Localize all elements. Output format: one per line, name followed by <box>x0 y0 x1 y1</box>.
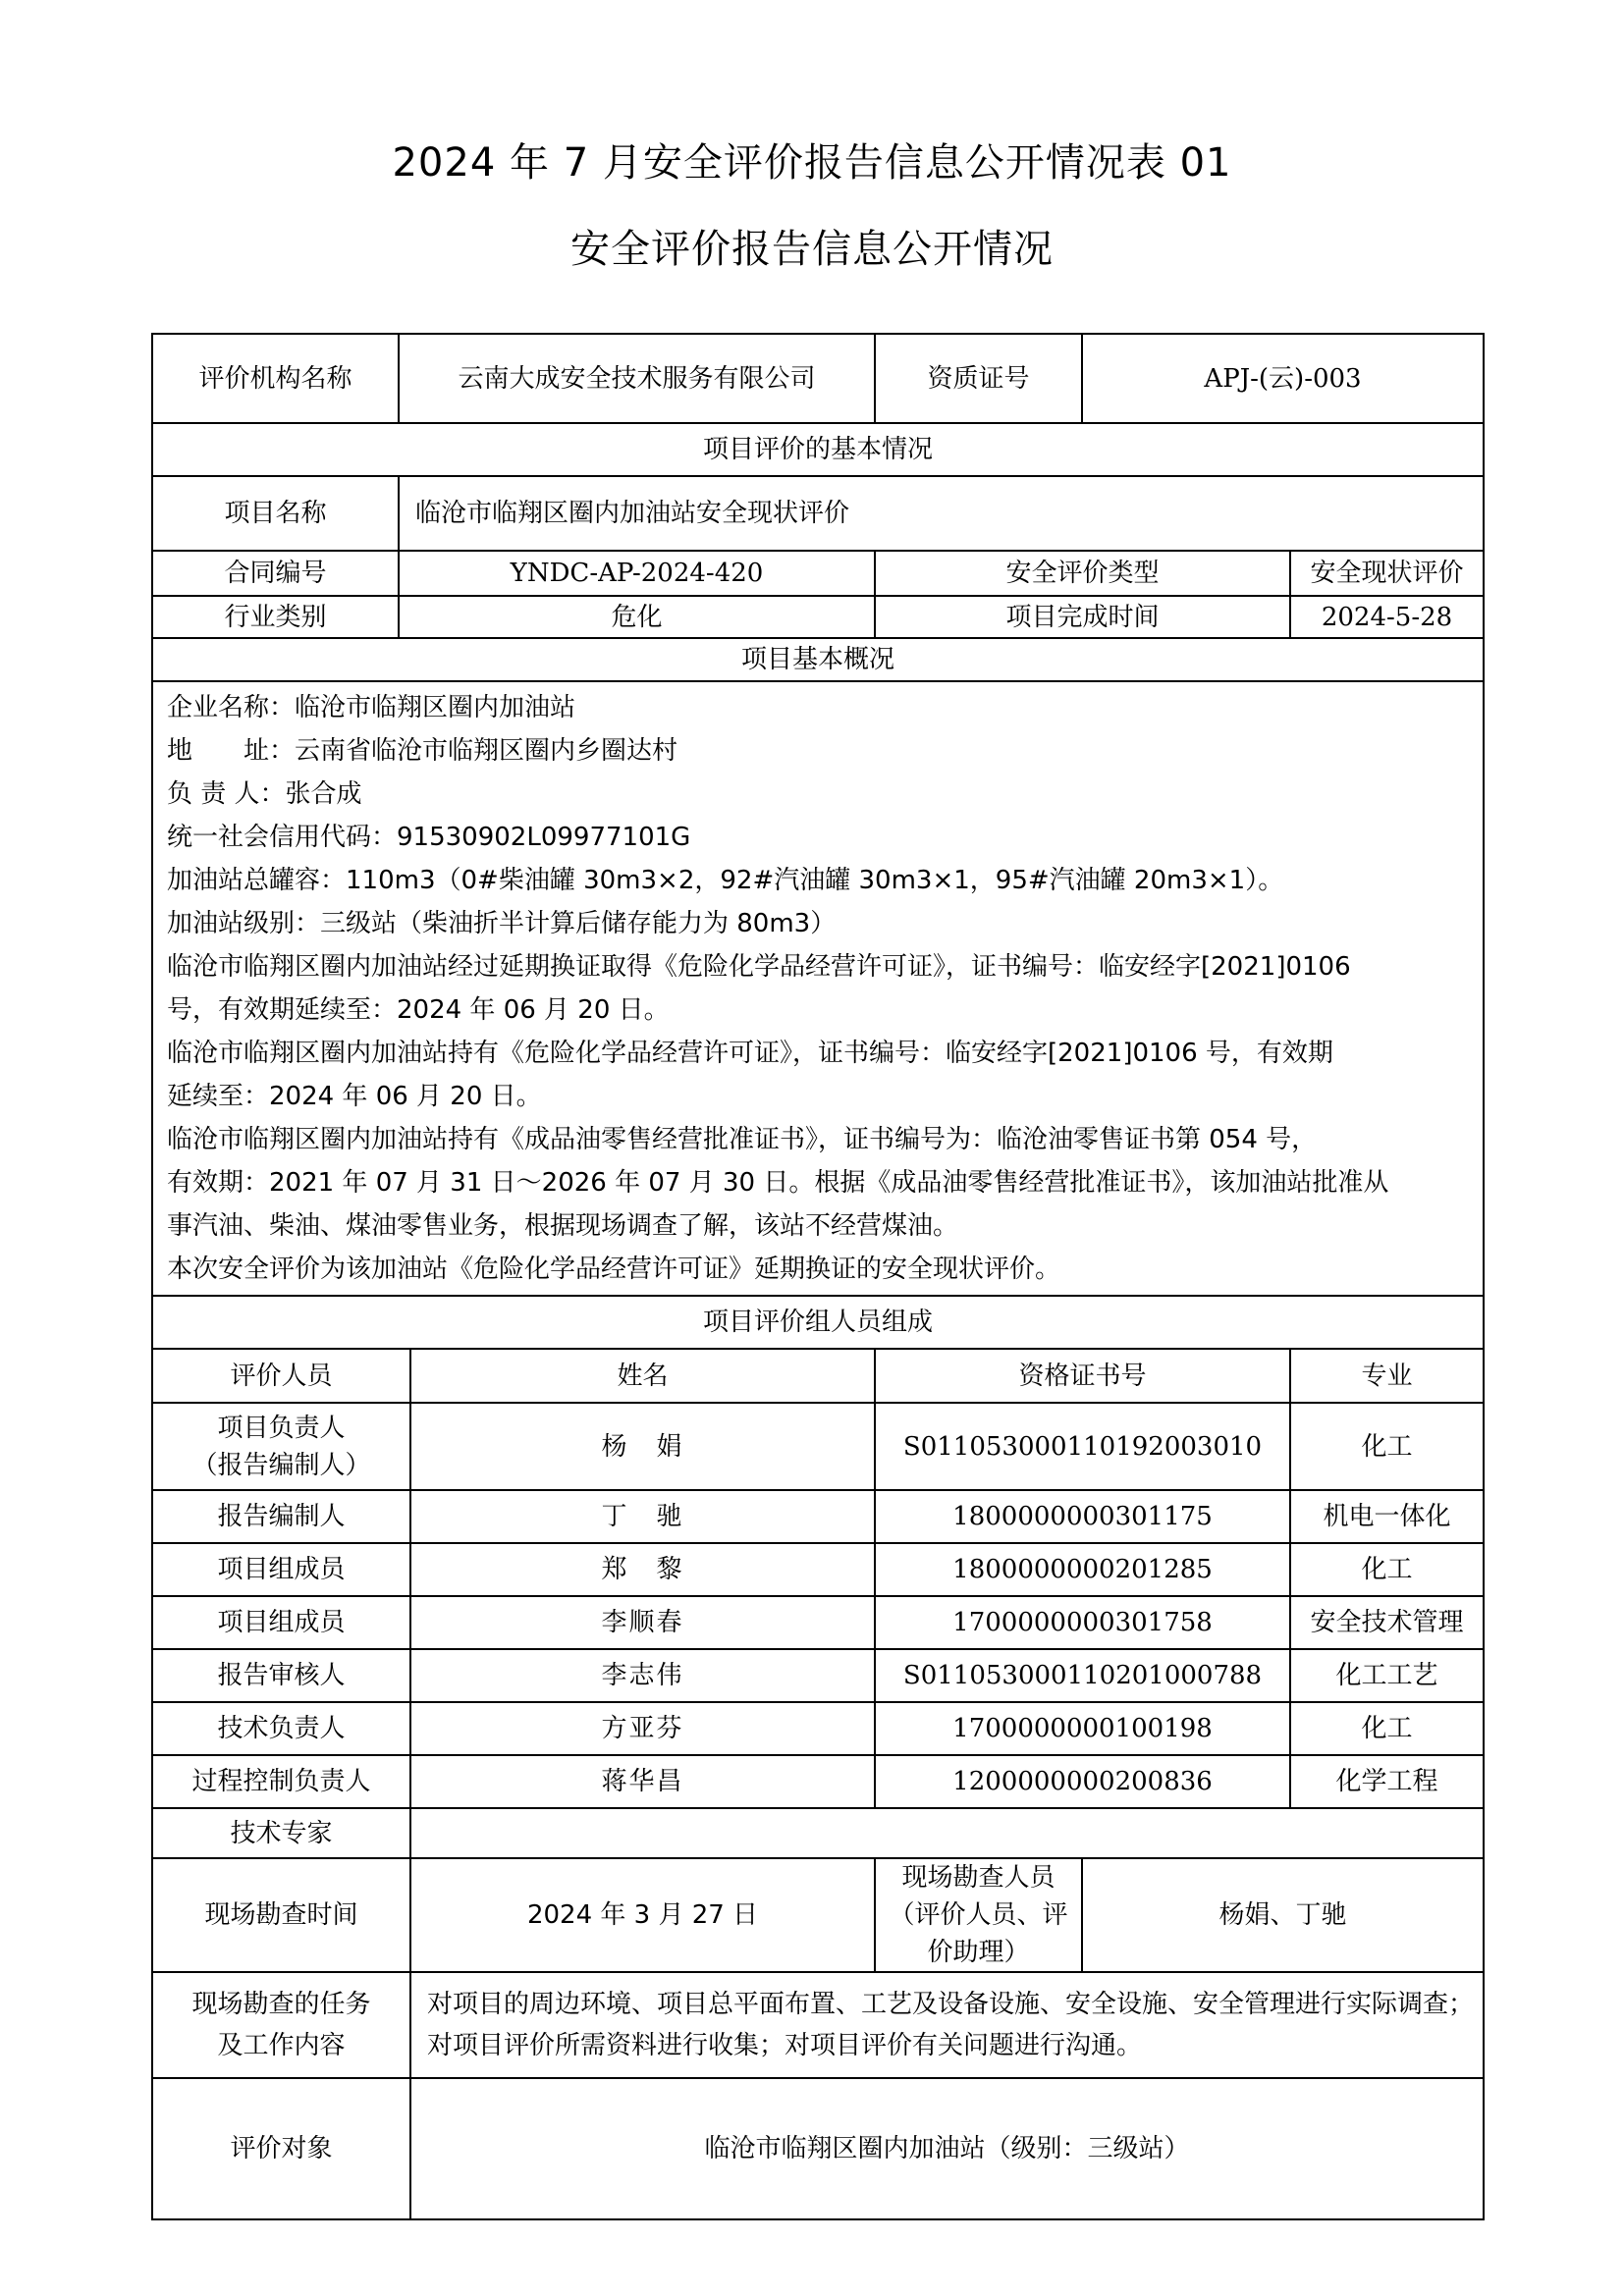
team-role: 项目负责人 （报告编制人） <box>152 1403 410 1490</box>
overview-line: 本次安全评价为该加油站《危险化学品经营许可证》延期换证的安全现状评价。 <box>167 1255 1061 1284</box>
overview-line: 企业名称：临沧市临翔区圈内加油站 <box>167 693 576 722</box>
overview-line: 统一社会信用代码：91530902L09977101G <box>167 823 691 852</box>
industry-value: 危化 <box>399 596 875 638</box>
team-role: 过程控制负责人 <box>152 1755 410 1808</box>
survey-time-label: 现场勘查时间 <box>152 1858 410 1972</box>
team-name: 李顺春 <box>410 1596 875 1649</box>
overview-section-header: 项目基本概况 <box>152 638 1484 681</box>
overview-line: 地 址：云南省临沧市临翔区圈内乡圈达村 <box>167 736 678 766</box>
team-header-row <box>152 1349 1484 1403</box>
contract-label: 合同编号 <box>152 551 399 596</box>
team-name: 杨 娟 <box>410 1403 875 1490</box>
table-row <box>152 1755 1484 1808</box>
org-row <box>152 334 1484 423</box>
org-name-label: 评价机构名称 <box>152 334 399 423</box>
team-major: 化工 <box>1290 1702 1484 1755</box>
eval-type-label: 安全评价类型 <box>875 551 1290 596</box>
overview-line: 临沧市临翔区圈内加油站持有《成品油零售经营批准证书》，证书编号为：临沧油零售证书第 054 号， <box>167 1125 1318 1154</box>
document-subtitle: 安全评价报告信息公开情况 <box>570 227 1054 272</box>
target-value: 临沧市临翔区圈内加油站（级别：三级站） <box>410 2078 1484 2219</box>
project-name-value: 临沧市临翔区圈内加油站安全现状评价 <box>399 476 1484 551</box>
team-col-major: 专业 <box>1290 1349 1484 1403</box>
team-name: 蒋华昌 <box>410 1755 875 1808</box>
contract-value: YNDC-AP-2024-420 <box>399 551 875 596</box>
team-major: 化工 <box>1290 1543 1484 1596</box>
overview-line: 临沧市临翔区圈内加油站持有《危险化学品经营许可证》，证书编号：临安经字[2021]0106 号，有效期 <box>167 1039 1333 1068</box>
table-row <box>152 1596 1484 1649</box>
team-cert: 1800000000201285 <box>875 1543 1290 1596</box>
industry-label: 行业类别 <box>152 596 399 638</box>
overview-line: 延续至：2024 年 06 月 20 日。 <box>167 1082 542 1111</box>
basic-section-header: 项目评价的基本情况 <box>152 423 1484 476</box>
team-name: 方亚芬 <box>410 1702 875 1755</box>
finish-time-label: 项目完成时间 <box>875 596 1290 638</box>
overview-line: 临沧市临翔区圈内加油站经过延期换证取得《危险化学品经营许可证》，证书编号：临安经字[2021]0106 <box>167 952 1351 982</box>
table-row <box>152 1543 1484 1596</box>
overview-line: 加油站总罐容：110m3（0#柴油罐 30m3×2，92#汽油罐 30m3×1，95#汽油罐 20m3×1）。 <box>167 866 1284 895</box>
table-row <box>152 1702 1484 1755</box>
team-cert: 1800000000301175 <box>875 1490 1290 1543</box>
team-cert: 1700000000301758 <box>875 1596 1290 1649</box>
team-cert: S011053000110192003010 <box>875 1403 1290 1490</box>
team-major: 化工 <box>1290 1403 1484 1490</box>
expert-value <box>410 1808 1484 1858</box>
disclosure-table <box>151 333 1485 2220</box>
project-name-label: 项目名称 <box>152 476 399 551</box>
overview-line: 有效期：2021 年 07 月 31 日～2026 年 07 月 30 日。根据《成品油零售经营批准证书》，该加油站批准从 <box>167 1168 1389 1198</box>
team-name: 李志伟 <box>410 1649 875 1702</box>
target-label: 评价对象 <box>152 2078 410 2219</box>
expert-label: 技术专家 <box>152 1808 410 1858</box>
team-cert: S011053000110201000788 <box>875 1649 1290 1702</box>
survey-staff-value: 杨娟、丁驰 <box>1082 1858 1484 1972</box>
team-section-header: 项目评价组人员组成 <box>152 1296 1484 1349</box>
team-col-cert: 资格证书号 <box>875 1349 1290 1403</box>
table-row <box>152 1649 1484 1702</box>
team-role: 项目组成员 <box>152 1543 410 1596</box>
eval-type-value: 安全现状评价 <box>1290 551 1484 596</box>
team-cert: 1700000000100198 <box>875 1702 1290 1755</box>
survey-task-label: 现场勘查的任务 及工作内容 <box>152 1972 410 2078</box>
team-major: 化工工艺 <box>1290 1649 1484 1702</box>
cert-value: APJ-(云)-003 <box>1082 334 1484 423</box>
survey-task-value: 对项目的周边环境、项目总平面布置、工艺及设备设施、安全设施、安全管理进行实际调查；对项目评价所需资料进行收集；对项目评价有关问题进行沟通。 <box>410 1972 1484 2078</box>
document-title: 2024 年 7 月安全评价报告信息公开情况表 01 <box>392 140 1232 186</box>
team-major: 机电一体化 <box>1290 1490 1484 1543</box>
team-role: 报告审核人 <box>152 1649 410 1702</box>
table-row <box>152 1403 1484 1490</box>
team-role: 项目组成员 <box>152 1596 410 1649</box>
team-col-role: 评价人员 <box>152 1349 410 1403</box>
survey-staff-label: 现场勘查人员 （评价人员、评价助理） <box>875 1858 1082 1972</box>
finish-time-value: 2024-5-28 <box>1290 596 1484 638</box>
survey-time-value: 2024 年 3 月 27 日 <box>410 1858 875 1972</box>
overview-line: 负 责 人：张合成 <box>167 779 362 809</box>
overview-line: 号，有效期延续至：2024 年 06 月 20 日。 <box>167 995 670 1025</box>
team-cert: 1200000000200836 <box>875 1755 1290 1808</box>
team-name: 丁 驰 <box>410 1490 875 1543</box>
table-row <box>152 1490 1484 1543</box>
team-col-name: 姓名 <box>410 1349 875 1403</box>
team-role: 报告编制人 <box>152 1490 410 1543</box>
org-name-value: 云南大成安全技术服务有限公司 <box>399 334 875 423</box>
team-major: 化学工程 <box>1290 1755 1484 1808</box>
overview-line: 加油站级别：三级站（柴油折半计算后储存能力为 80m3） <box>167 909 837 938</box>
overview-content <box>152 681 1484 1296</box>
team-name: 郑 黎 <box>410 1543 875 1596</box>
overview-line: 事汽油、柴油、煤油零售业务，根据现场调查了解，该站不经营煤油。 <box>167 1211 959 1241</box>
team-major: 安全技术管理 <box>1290 1596 1484 1649</box>
team-role: 技术负责人 <box>152 1702 410 1755</box>
cert-label: 资质证号 <box>875 334 1082 423</box>
